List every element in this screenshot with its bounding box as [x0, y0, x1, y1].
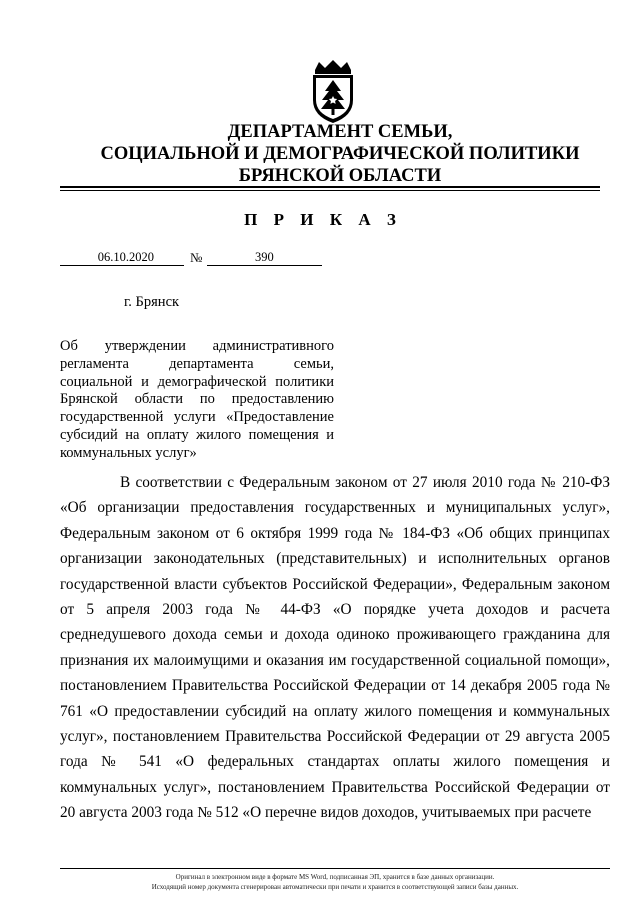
department-line-1: ДЕПАРТАМЕНТ СЕМЬИ,	[227, 122, 453, 142]
department-line-3: БРЯНСКОЙ ОБЛАСТИ	[238, 166, 442, 186]
order-body	[60, 470, 610, 826]
footer-divider	[60, 868, 610, 869]
bryansk-coat-of-arms-icon	[307, 60, 359, 124]
department-line-2: СОЦИАЛЬНОЙ И ДЕМОГРАФИЧЕСКОЙ ПОЛИТИКИ	[100, 144, 580, 164]
order-number: 390	[207, 250, 322, 266]
order-subject	[60, 338, 334, 463]
footer-line-1: Оригинал в электронном виде в формате MS Word, подписанная ЭП, хранится в базе данных организации.	[175, 873, 495, 881]
header-divider-thin	[60, 190, 600, 191]
city-label: г. Брянск	[124, 294, 180, 310]
footer-note	[60, 872, 610, 892]
footer-line-2: Исходящий номер документа сгенерирован автоматически при печати и хранится в соответствующей записи базы данных.	[151, 883, 519, 891]
order-subject-text: Об утверждении административного регламента департамента семьи, социальной и демографической политики Брянской области по предоставлению государственной услуги «Предоставление субсидий на оплату жилого помещения и коммунальных услуг»	[60, 338, 334, 461]
department-name	[60, 121, 620, 187]
header-divider-thick	[60, 186, 600, 188]
order-date: 06.10.2020	[60, 250, 184, 266]
body-paragraph: В соответствии с Федеральным законом от 27 июля 2010 года № 210-ФЗ «Об организации предоставления государственных и муниципальных услуг», Федеральным законом от 6 октября 1999 года № 184-ФЗ «Об общих принципах организации законодательных (представительных) и исполнительных органов государственной власти субъектов Российской Федерации», Федеральным законом от 5 апреля 2003 года № 44-ФЗ «О порядке учета доходов и расчета среднедушевого дохода семьи и дохода одиноко проживающего гражданина для признания их малоимущими и оказания им государственной социальной помощи», постановлением Правительства Российской Федерации от 14 декабря 2005 года № 761 «О предоставлении субсидий на оплату жилого помещения и коммунальных услуг», постановлением Правительства Российской Федерации от 29 августа 2005 года № 541 «О федеральных стандартах оплаты жилого помещения и коммунальных услуг», постановлением Правительства Российской Федерации от 20 августа 2003 года № 512 «О перечне видов доходов, учитываемых при расчете	[60, 474, 610, 822]
order-number-sign: №	[190, 250, 203, 265]
document-type-title: П Р И К А З	[244, 210, 402, 229]
